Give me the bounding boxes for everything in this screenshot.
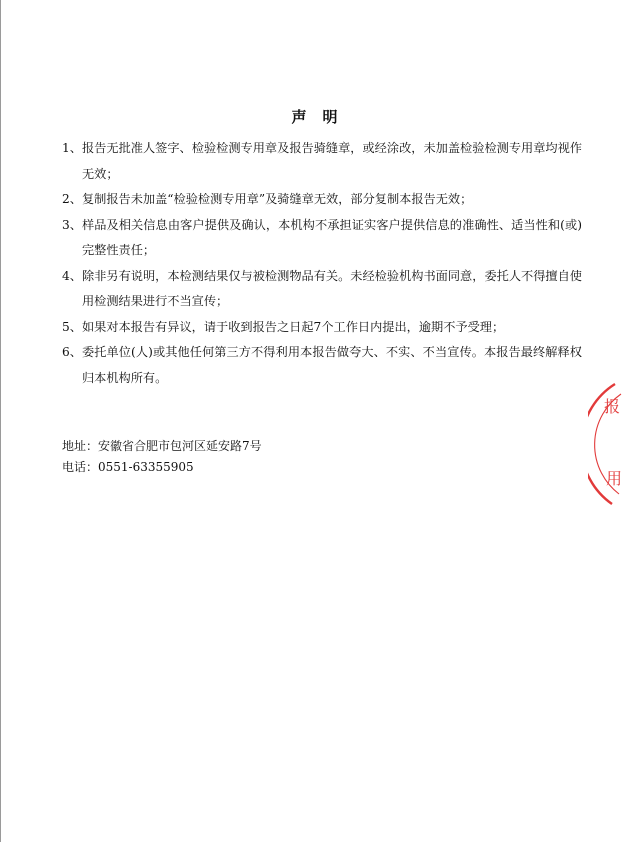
- clause-item: [62, 315, 582, 341]
- stamp-char: 报: [604, 397, 621, 416]
- clause-item: [62, 213, 582, 264]
- clause-text: 复制报告未加盖“检验检测专用章”及骑缝章无效，部分复制本报告无效；: [82, 192, 473, 206]
- red-seal-stamp: [588, 372, 629, 512]
- clause-number: 3、: [62, 217, 82, 232]
- clause-text: 报告无批准人签字、检验检测专用章及报告骑缝章，或经涂改，未加盖检验检测专用章均视作无效；: [82, 141, 582, 181]
- clause-text: 委托单位(人)或其他任何第三方不得利用本报告做夸大、不实、不当宣传。本报告最终解释权归本机构所有。: [82, 345, 582, 385]
- clause-item: [62, 340, 582, 391]
- stamp-char: 用: [606, 469, 623, 488]
- clause-number: 4、: [62, 268, 82, 283]
- clause-item: [62, 187, 582, 213]
- clause-text: 除非另有说明，本检测结果仅与被检测物品有关。未经检验机构书面同意，委托人不得擅自使用检测结果进行不当宣传；: [82, 268, 582, 308]
- clause-item: [62, 264, 582, 315]
- clause-number: 5、: [62, 319, 82, 334]
- clause-number: 1、: [62, 141, 82, 155]
- clause-number: 2、: [62, 192, 82, 206]
- clause-text: 样品及相关信息由客户提供及确认，本机构不承担证实客户提供信息的准确性、适当性和(或)完整性责任；: [82, 217, 582, 257]
- clause-text: 如果对本报告有异议，请于收到报告之日起7个工作日内提出，逾期不予受理；: [82, 319, 505, 334]
- page-title: 声明: [291, 108, 354, 126]
- clause-number: 6、: [62, 345, 82, 359]
- clause-item: [62, 136, 582, 187]
- phone-line: 电话：0551-63355905: [62, 460, 194, 474]
- contact-block: [62, 436, 262, 478]
- address-line: 地址：安徽省合肥市包河区延安路7号: [62, 439, 262, 453]
- declaration-clauses: [62, 136, 582, 391]
